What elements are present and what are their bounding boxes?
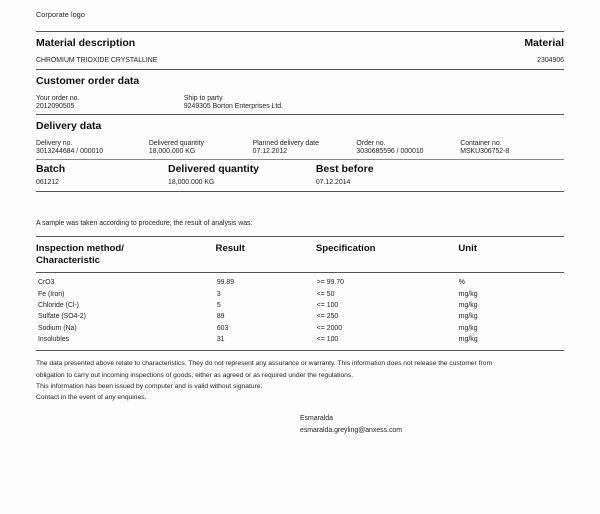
specification-cell: <= 250 <box>316 313 339 321</box>
inspection-method-header <box>36 243 216 267</box>
material-description-title: Material description <box>36 37 136 49</box>
delivered-quantity-value: 18,000.000 KG <box>148 148 196 155</box>
customer-order-labels <box>36 92 564 103</box>
delivery-data-title: Delivery data <box>36 120 102 132</box>
container-no-value: MSKU306752-8 <box>460 148 510 155</box>
result-cell: 3 <box>216 290 221 298</box>
footer-line-2: obligation to carry out incoming inspections of goods, either as agreed or as required under the regulations. <box>36 371 354 379</box>
table-row <box>36 322 564 333</box>
unit-cell: mg/kg <box>458 313 478 321</box>
batch-header-row <box>36 160 564 178</box>
delivery-no-value: 3013244684 / 000010 <box>36 148 104 155</box>
corporate-logo: Corporate logo <box>36 10 85 19</box>
contact-block <box>300 413 564 437</box>
batch-delivered-quantity-label: Delivered quantity <box>168 163 260 175</box>
table-row <box>36 334 564 345</box>
your-order-no-value: 2012090505 <box>36 103 75 110</box>
specification-cell: <= 100 <box>316 336 339 344</box>
batch-values-row <box>36 178 564 191</box>
customer-order-title: Customer order data <box>36 75 140 87</box>
material-number-value: 2304906 <box>537 57 564 64</box>
result-cell: 99.89 <box>216 279 235 287</box>
characteristic-cell: Sodium (Na) <box>38 324 77 332</box>
footer-line-1: The data presented above relate to characteristics. They do not represent any assurance or warranty. This information does not release the customer from <box>36 360 493 368</box>
best-before-value: 07.12.2014 <box>315 179 351 186</box>
characteristic-cell: Insolubles <box>38 336 70 344</box>
material-section-header <box>36 32 564 54</box>
result-cell: 89 <box>216 313 225 321</box>
batch-value: 061212 <box>36 179 59 186</box>
table-row <box>36 300 564 311</box>
table-row <box>36 277 564 288</box>
result-cell: 31 <box>216 336 225 344</box>
material-values-row <box>36 54 564 69</box>
footer-disclaimer <box>36 359 564 404</box>
characteristic-cell: Sulfate (SO4-2) <box>38 313 86 321</box>
delivered-quantity-label: Delivered quantity <box>148 140 204 147</box>
planned-delivery-date-value: 07.12.2012 <box>252 148 288 155</box>
order-no-label: Order no. <box>356 140 386 147</box>
sample-note: A sample was taken according to procedure; the result of analysis was: <box>36 220 253 227</box>
characteristic-cell: CrO3 <box>38 279 55 287</box>
unit-cell: mg/kg <box>458 301 478 309</box>
batch-delivered-quantity-value: 18,000.000 KG <box>168 179 215 186</box>
specification-cell: >= 99.70 <box>316 279 344 287</box>
specification-cell: <= 50 <box>316 290 335 298</box>
unit-cell: mg/kg <box>458 290 478 298</box>
footer-line-4: Contact in the event of any enquiries. <box>36 394 147 402</box>
batch-label: Batch <box>36 163 66 175</box>
material-title: Material <box>524 37 564 49</box>
delivery-column-headers <box>36 137 564 148</box>
analysis-rows <box>36 273 564 350</box>
specification-cell: <= 2000 <box>316 324 343 332</box>
ship-to-party-value: 9249305 Borton Enterprises Ltd. <box>183 103 284 110</box>
material-description-value: CHROMIUM TRIOXIDE CRYSTALLINE <box>36 57 158 64</box>
delivery-no-label: Delivery no. <box>36 140 73 147</box>
specification-header: Specification <box>315 243 376 254</box>
divider-below-analysis <box>36 350 564 351</box>
your-order-no-label: Your order no. <box>36 95 80 102</box>
ship-to-party-label: Ship to party <box>183 95 223 102</box>
inspection-method-header-line1: Inspection method/ <box>36 243 124 254</box>
characteristic-cell: Chloride (Cl-) <box>38 301 79 309</box>
customer-order-values <box>36 103 564 114</box>
delivery-section-header <box>36 115 564 137</box>
specification-cell: <= 100 <box>316 301 339 309</box>
result-header: Result <box>215 243 245 254</box>
customer-order-section-header <box>36 70 564 92</box>
best-before-label: Best before <box>315 163 374 175</box>
delivery-values-row <box>36 148 564 159</box>
planned-delivery-date-label: Planned delivery date <box>252 140 319 147</box>
contact-name: Esmaralda <box>300 414 333 422</box>
container-no-label: Container no. <box>460 140 502 147</box>
table-row <box>36 288 564 299</box>
analysis-column-headers <box>36 237 564 272</box>
order-no-value: 3030685596 / 000010 <box>356 148 424 155</box>
unit-cell: mg/kg <box>458 336 478 344</box>
result-cell: 603 <box>216 324 229 332</box>
inspection-method-header-line2: Characteristic <box>36 254 100 266</box>
unit-cell: % <box>458 279 465 287</box>
contact-email[interactable]: esmaralda.greyling@anxess.com <box>300 426 402 434</box>
unit-cell: mg/kg <box>458 324 478 332</box>
result-cell: 5 <box>216 301 221 309</box>
table-row <box>36 311 564 322</box>
divider-below-batch <box>36 191 564 192</box>
characteristic-cell: Fe (Iron) <box>38 290 65 298</box>
unit-header: Unit <box>458 243 478 254</box>
footer-line-3: This information has been issued by computer and is valid without signature. <box>36 382 263 390</box>
